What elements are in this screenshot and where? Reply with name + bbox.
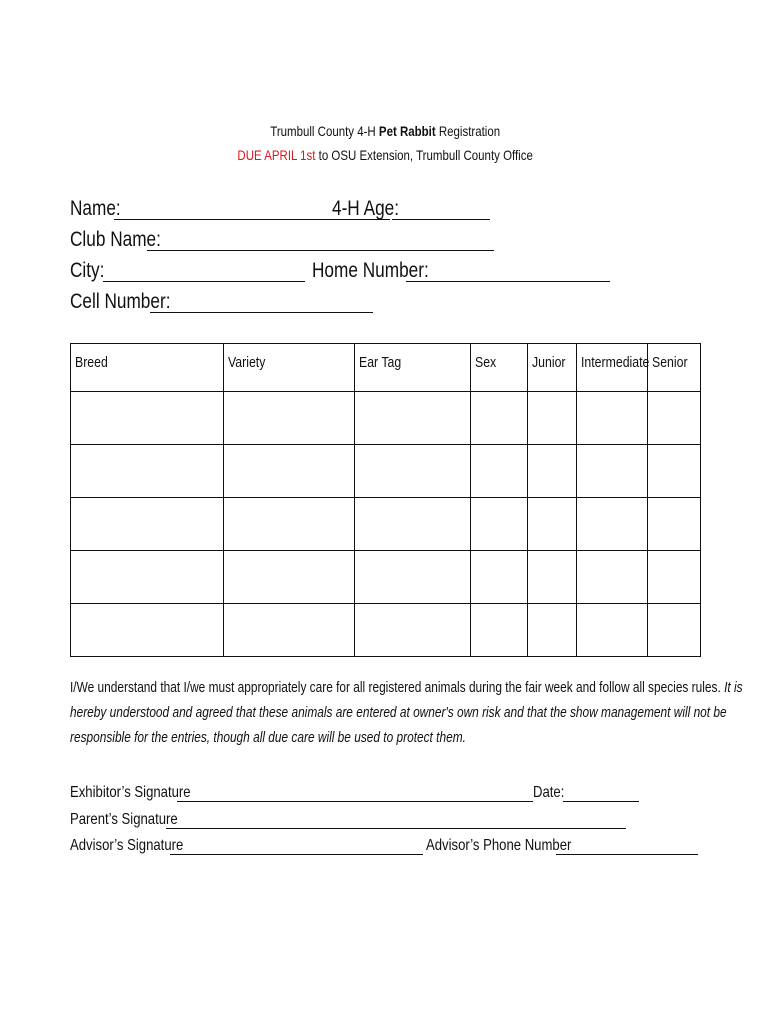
- column-header-breed: Breed: [71, 344, 224, 392]
- rabbit-entry-table: [70, 343, 701, 657]
- ear-tag-cell[interactable]: [355, 604, 471, 657]
- parent-signature-row: [70, 811, 700, 833]
- city-row: [70, 259, 700, 285]
- date-label: Date:: [533, 784, 565, 801]
- age-label: 4-H Age:: [332, 197, 400, 220]
- city-label: City:: [70, 259, 105, 282]
- column-header-ear-tag: Ear Tag: [355, 344, 471, 392]
- date-field[interactable]: [563, 801, 639, 802]
- form-subtitle: [0, 147, 770, 163]
- senior-cell[interactable]: [648, 445, 701, 498]
- advisor-phone-label: Advisor’s Phone Number: [426, 837, 572, 854]
- cell-row: [70, 290, 700, 316]
- breed-cell[interactable]: [71, 551, 224, 604]
- variety-cell[interactable]: [224, 445, 355, 498]
- ear-tag-cell[interactable]: [355, 392, 471, 445]
- home-number-field[interactable]: [406, 281, 610, 282]
- agreement-line-2: hereby understood and agreed that these animals are entered at owner's own risk and that the show management will not be: [70, 705, 727, 721]
- column-header-senior: Senior: [648, 344, 701, 392]
- breed-cell[interactable]: [71, 445, 224, 498]
- intermediate-cell[interactable]: [577, 392, 648, 445]
- advisor-phone-field[interactable]: [556, 854, 698, 855]
- exhibitor-signature-row: [70, 784, 700, 806]
- cell-number-field[interactable]: [150, 312, 373, 313]
- agreement-line-1: I/We understand that I/we must appropriately care for all registered animals during the fair week and follow all species rules.: [70, 680, 721, 696]
- agreement-line-1-italic: It is: [720, 680, 743, 696]
- column-header-sex: Sex: [471, 344, 528, 392]
- sex-cell[interactable]: [471, 604, 528, 657]
- agreement-text: [70, 676, 760, 751]
- intermediate-cell[interactable]: [577, 498, 648, 551]
- table-header-row: [71, 344, 701, 392]
- form-title: [0, 123, 770, 139]
- column-header-junior: Junior: [528, 344, 577, 392]
- age-field[interactable]: [392, 219, 490, 220]
- cell-number-label: Cell Number:: [70, 290, 171, 313]
- variety-cell[interactable]: [224, 551, 355, 604]
- breed-cell[interactable]: [71, 392, 224, 445]
- advisor-signature-row: [70, 837, 700, 859]
- exhibitor-signature-field[interactable]: [177, 801, 533, 802]
- club-row: [70, 228, 700, 254]
- name-row: [70, 197, 700, 223]
- senior-cell[interactable]: [648, 392, 701, 445]
- sex-cell[interactable]: [471, 392, 528, 445]
- sex-cell[interactable]: [471, 445, 528, 498]
- ear-tag-cell[interactable]: [355, 551, 471, 604]
- ear-tag-cell[interactable]: [355, 445, 471, 498]
- column-header-variety: Variety: [224, 344, 355, 392]
- column-header-intermediate: Intermediate: [577, 344, 648, 392]
- sex-cell[interactable]: [471, 551, 528, 604]
- sex-cell[interactable]: [471, 498, 528, 551]
- parent-signature-field[interactable]: [166, 828, 626, 829]
- name-label: Name:: [70, 197, 121, 220]
- exhibitor-signature-label: Exhibitor’s Signature: [70, 784, 191, 801]
- table-row: [71, 445, 701, 498]
- junior-cell[interactable]: [528, 551, 577, 604]
- junior-cell[interactable]: [528, 498, 577, 551]
- senior-cell[interactable]: [648, 551, 701, 604]
- variety-cell[interactable]: [224, 604, 355, 657]
- breed-cell[interactable]: [71, 604, 224, 657]
- due-date: DUE APRIL 1st: [237, 147, 316, 163]
- club-name-field[interactable]: [147, 250, 494, 251]
- agreement-line-3: responsible for the entries, though all due care will be used to protect them.: [70, 730, 466, 746]
- intermediate-cell[interactable]: [577, 551, 648, 604]
- ear-tag-cell[interactable]: [355, 498, 471, 551]
- table-row: [71, 604, 701, 657]
- intermediate-cell[interactable]: [577, 604, 648, 657]
- junior-cell[interactable]: [528, 392, 577, 445]
- senior-cell[interactable]: [648, 498, 701, 551]
- title-prefix: Trumbull County 4-H: [270, 123, 379, 139]
- table-row: [71, 392, 701, 445]
- variety-cell[interactable]: [224, 392, 355, 445]
- advisor-signature-field[interactable]: [170, 854, 423, 855]
- city-field[interactable]: [103, 281, 305, 282]
- table-row: [71, 551, 701, 604]
- club-name-label: Club Name:: [70, 228, 161, 251]
- submission-office: to OSU Extension, Trumbull County Office: [315, 147, 533, 163]
- breed-cell[interactable]: [71, 498, 224, 551]
- variety-cell[interactable]: [224, 498, 355, 551]
- home-number-label: Home Number:: [312, 259, 429, 282]
- intermediate-cell[interactable]: [577, 445, 648, 498]
- senior-cell[interactable]: [648, 604, 701, 657]
- junior-cell[interactable]: [528, 445, 577, 498]
- title-suffix: Registration: [435, 123, 500, 139]
- advisor-signature-label: Advisor’s Signature: [70, 837, 184, 854]
- parent-signature-label: Parent’s Signature: [70, 811, 178, 828]
- junior-cell[interactable]: [528, 604, 577, 657]
- table-row: [71, 498, 701, 551]
- title-emphasis: Pet Rabbit: [378, 123, 436, 139]
